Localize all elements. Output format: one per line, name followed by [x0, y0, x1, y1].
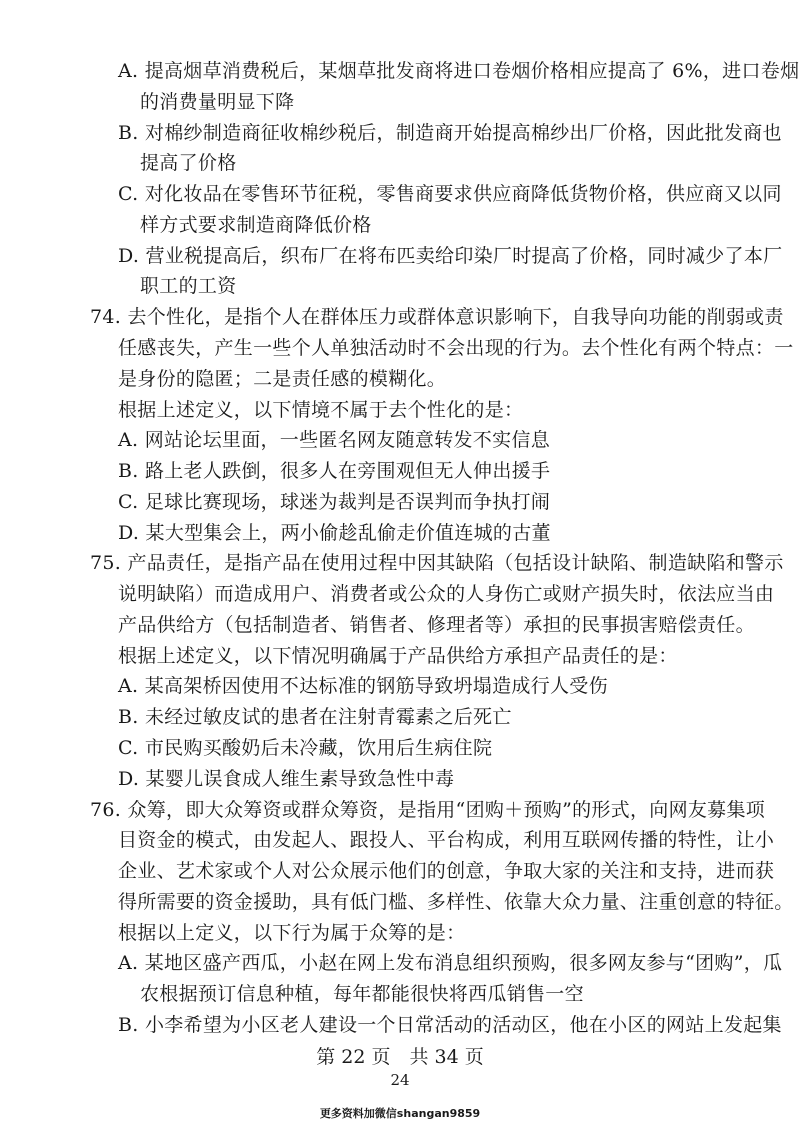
- option-b-line-1: B. 对棉纱制造商征收棉纱税后，制造商开始提高棉纱出厂价格，因此批发商也: [118, 122, 782, 144]
- question-76-line-1: 76. 众筹，即大众筹资或群众筹资，是指用“团购＋预购”的形式，向网友募集项: [90, 799, 766, 821]
- page-indicator: 第 22 页 共 34 页: [316, 1046, 484, 1068]
- q75-option-c: C. 市民购买酸奶后未冷藏，饮用后生病住院: [118, 737, 493, 759]
- option-d-line-1: D. 营业税提高后，织布厂在将布匹卖给印染厂时提高了价格，同时减少了本厂: [118, 245, 783, 267]
- footer-note: 更多资料加微信shangan9859: [319, 1107, 481, 1120]
- q76-option-a-line-2: 农根据预订信息种植，每年都能很快将西瓜销售一空: [140, 983, 584, 1005]
- question-76-line-3: 企业、艺术家或个人对公众展示他们的创意，争取大家的关注和支持，进而获: [118, 860, 775, 882]
- q74-option-b: B. 路上老人跌倒，很多人在旁围观但无人伸出援手: [118, 460, 551, 482]
- q74-option-d: D. 某大型集会上，两小偷趁乱偷走价值连城的古董: [118, 522, 551, 544]
- q75-option-b: B. 未经过敏皮试的患者在注射青霉素之后死亡: [118, 706, 512, 728]
- option-c-line-1: C. 对化妆品在零售环节征税，零售商要求供应商降低货物价格，供应商又以同: [118, 183, 782, 205]
- question-76-line-2: 目资金的模式，由发起人、跟投人、平台构成，利用互联网传播的特性，让小: [118, 829, 775, 851]
- page-number: 24: [390, 1071, 410, 1089]
- question-76-line-4: 得所需要的资金援助，具有低门槛、多样性、依靠大众力量、注重创意的特征。: [118, 891, 794, 913]
- q76-option-b-line-1: B. 小李希望为小区老人建设一个日常活动的活动区，他在小区的网站上发起集: [118, 1014, 782, 1036]
- question-75-line-3: 产品供给方（包括制造者、销售者、修理者等）承担的民事损害赔偿责任。: [118, 614, 755, 636]
- q74-option-c: C. 足球比赛现场，球迷为裁判是否误判而争执打闹: [118, 491, 551, 513]
- question-75-line-1: 75. 产品责任，是指产品在使用过程中因其缺陷（包括设计缺陷、制造缺陷和警示: [90, 552, 784, 574]
- question-74-line-3: 是身份的隐匿；二是责任感的模糊化。: [118, 368, 447, 390]
- option-a-line-2: 的消费量明显下降: [140, 91, 295, 113]
- option-b-line-2: 提高了价格: [140, 152, 237, 174]
- question-75-line-2: 说明缺陷）而造成用户、消费者或公众的人身伤亡或财产损失时，依法应当由: [118, 583, 775, 605]
- q76-option-a-line-1: A. 某地区盛产西瓜，小赵在网上发布消息组织预购，很多网友参与“团购”，瓜: [118, 952, 783, 974]
- q75-option-a: A. 某高架桥因使用不达标准的钢筋导致坍塌造成行人受伤: [118, 675, 608, 697]
- q74-option-a: A. 网站论坛里面，一些匿名网友随意转发不实信息: [118, 429, 551, 451]
- question-74-prompt: 根据上述定义，以下情境不属于去个性化的是：: [118, 399, 524, 421]
- option-d-line-2: 职工的工资: [140, 275, 237, 297]
- question-74-line-1: 74. 去个性化，是指个人在群体压力或群体意识影响下，自我导向功能的削弱或责: [90, 306, 784, 328]
- question-74-line-2: 任感丧失，产生一些个人单独活动时不会出现的行为。去个性化有两个特点：一: [118, 337, 794, 359]
- question-75-prompt: 根据上述定义，以下情况明确属于产品供给方承担产品责任的是：: [118, 645, 678, 667]
- question-76-prompt: 根据以上定义，以下行为属于众筹的是：: [118, 922, 466, 944]
- option-a-line-1: A. 提高烟草消费税后，某烟草批发商将进口卷烟价格相应提高了 6%，进口卷烟: [118, 60, 800, 82]
- option-c-line-2: 样方式要求制造商降低价格: [140, 214, 372, 236]
- q75-option-d: D. 某婴儿误食成人维生素导致急性中毒: [118, 768, 455, 790]
